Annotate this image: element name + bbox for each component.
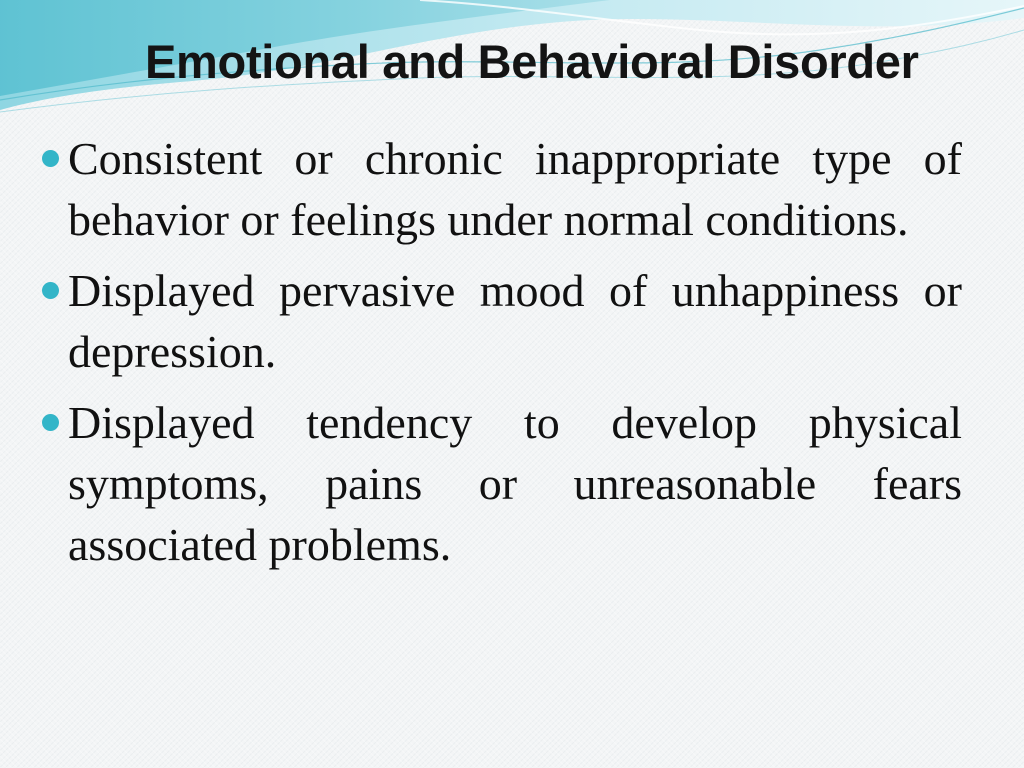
slide-title: Emotional and Behavioral Disorder [145, 35, 919, 88]
bullet-item [40, 260, 962, 382]
bullet-list [40, 128, 962, 585]
bullet-item [40, 392, 962, 575]
circle-bullet-icon [42, 282, 59, 299]
bullet-text: Displayed tendency to develop physical symptoms, pains or unreasonable fears associated problems. [68, 397, 962, 570]
bullet-text: Consistent or chronic inappropriate type of behavior or feelings under normal conditions. [68, 133, 962, 245]
bullet-item [40, 128, 962, 250]
bullet-text: Displayed pervasive mood of unhappiness or depression. [68, 265, 962, 377]
circle-bullet-icon [42, 150, 59, 167]
circle-bullet-icon [42, 414, 59, 431]
